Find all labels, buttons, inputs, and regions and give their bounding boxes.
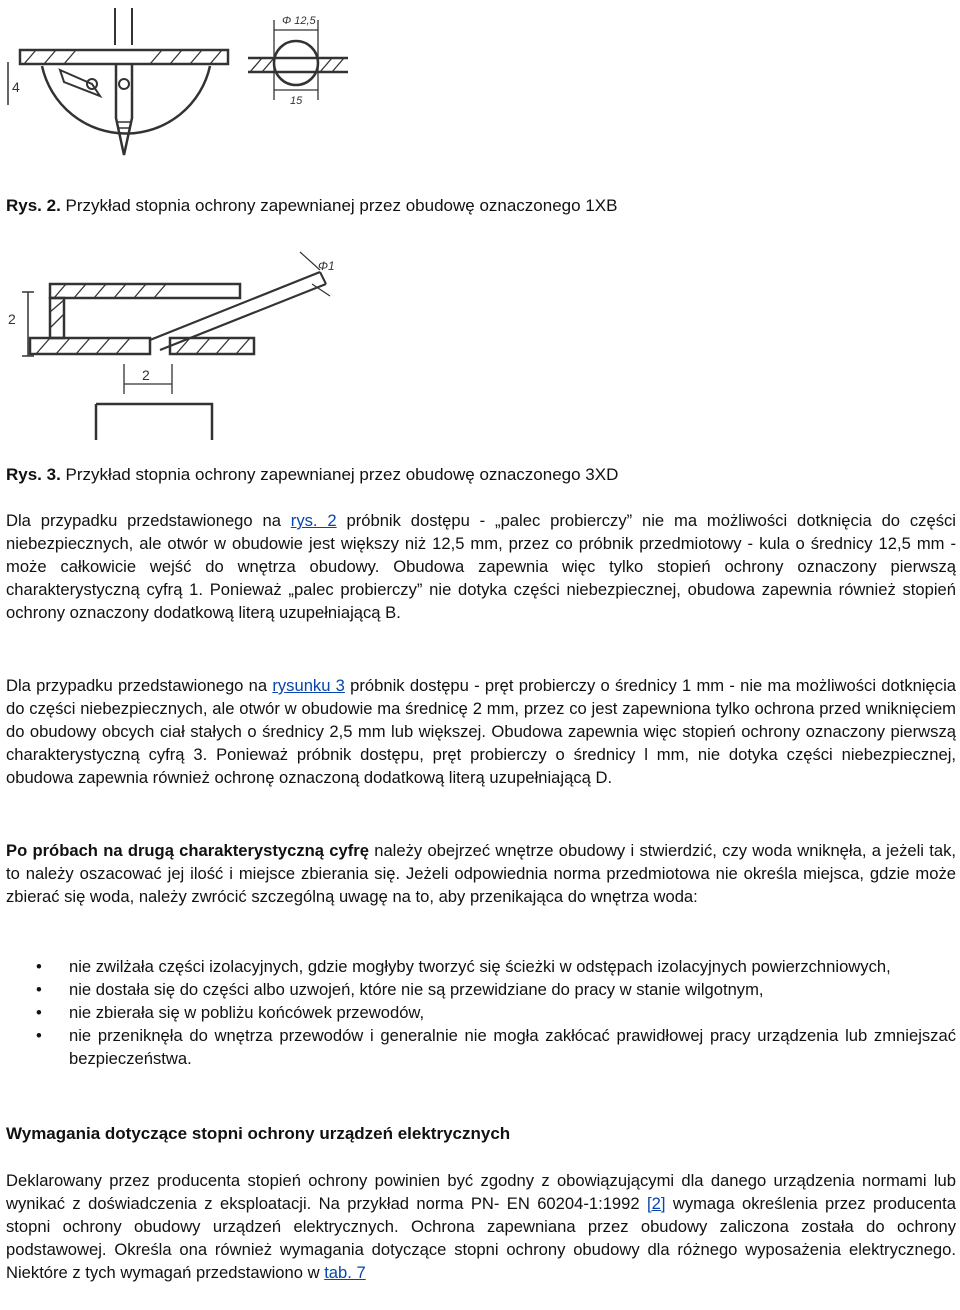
bullet-list [6, 956, 956, 1071]
fig3-dimension-bottom: 2 [142, 367, 150, 383]
figure-3-drawing [0, 244, 360, 440]
list-item-text: nie przeniknęła do wnętrza przewodów i generalnie nie mogła zakłócać prawidłowej pracy urządzenia lub zmniejszać bezpieczeństwa. [69, 1025, 956, 1068]
list-item [6, 1002, 956, 1025]
paragraph-3-text: należy obejrzeć wnętrze obudowy i stwierdzić, czy woda wniknęła, a jeżeli tak, to należy oszacować jej ilość i miejsce zbierania się. Jeżeli odpowiednia norma przedmiotowa nie określa miejsca, gdzie może zbierać się woda, należy zwrócić szczególną uwagę na to, aby przenikająca do wnętrza woda: [6, 841, 957, 906]
list-item [6, 956, 956, 979]
figure-3-caption-label: Rys. 3. [6, 465, 61, 484]
paragraph-1 [6, 510, 956, 625]
paragraph-1-text-b: próbnik dostępu - „palec probierczy” nie ma możliwości dotknięcia do części niebezpiecznych, ale otwór w obudowie jest większy niż 12,5 mm, przez co próbnik przedmiotowy - kula o średnicy 12,5 mm - może całkowicie wejść do wnętrza obudowy. Obudowa zapewnia więc tylko stopień ochrony oznaczony pierwszą charakterystyczną cyfrą 1. Ponieważ „palec probierczy” nie dotyka części niebezpiecznej, obudowa zapewnia również stopień ochrony oznaczony dodatkową literą uzupełniającą B. [6, 511, 956, 622]
link-tab-7[interactable]: tab. 7 [324, 1262, 366, 1282]
bullet-icon: • [36, 957, 42, 976]
list-item-text: nie zwilżała części izolacyjnych, gdzie mogłyby tworzyć się ścieżki w odstępach izolacyjnych powierzchniowych, [69, 957, 891, 976]
paragraph-2-text-a: Dla przypadku przedstawionego na [6, 676, 273, 695]
paragraph-4 [6, 1170, 956, 1285]
fig2-dimension-bottom: 15 [290, 95, 303, 107]
fig2-dimension-left: 4 [12, 79, 20, 95]
bullet-icon: • [36, 1025, 42, 1045]
section-heading: Wymagania dotyczące stopni ochrony urządzeń elektrycznych [6, 1124, 511, 1143]
list-item [6, 1025, 956, 1071]
paragraph-3-bold-lead: Po próbach na drugą charakterystyczną cyfrę [6, 841, 369, 860]
figure-2-caption-label: Rys. 2. [6, 196, 61, 215]
fig3-dimension-left: 2 [8, 311, 16, 327]
link-reference-2[interactable]: [2] [647, 1193, 666, 1213]
paragraph-4-text-b: wymaga określenia przez producenta stopni ochrony obudowy urządzeń elektrycznych. Ochrona zapewniana przez obudowy zaliczona została do ochrony podstawowej. Określa ona również wymagania dotyczące stopni ochrony obudowy dla różnego wyposażenia elektrycznego. Niektóre z tych wymagań przedstawiono w [6, 1193, 956, 1282]
fig2-dimension-top: Φ 12,5 [282, 15, 316, 27]
list-item-text: nie dostała się do części albo uzwojeń, które nie są przewidziane do pracy w stanie wilgotnym, [69, 979, 764, 999]
paragraph-2 [6, 675, 956, 790]
paragraph-3 [6, 840, 956, 909]
bullet-icon: • [36, 979, 42, 999]
paragraph-4-text-a: Deklarowany przez producenta stopień ochrony powinien być zgodny z obowiązującymi dla danego urządzenia normami lub wynikać z doświadczenia z eksploatacji. Na przykład norma PN- EN 60204-1:1992 [6, 1171, 956, 1213]
figure-2-caption [6, 194, 617, 217]
figure-3-caption-text: Przykład stopnia ochrony zapewnianej przez obudowę oznaczonego 3XD [60, 465, 619, 484]
link-rysunku-3[interactable]: rysunku 3 [272, 676, 345, 695]
figure-2-drawing [0, 0, 360, 170]
list-item-text: nie zbierała się w pobliżu końcówek przewodów, [69, 1002, 425, 1022]
link-rys-2[interactable]: rys. 2 [290, 511, 337, 530]
fig3-dimension-diameter: Φ1 [318, 259, 335, 273]
bullet-icon: • [36, 1002, 42, 1022]
figure-2-caption-text: Przykład stopnia ochrony zapewnianej przez obudowę oznaczonego 1XB [60, 196, 618, 215]
list-item [6, 979, 956, 1002]
paragraph-2-text-b: próbnik dostępu - pręt probierczy o średnicy 1 mm - nie ma możliwości dotknięcia do części niebezpiecznych, ale otwór w obudowie ma średnicę 2 mm, przez co jest zapewniona tylko ochrona przed wniknięciem do obudowy obcych ciał stałych o średnicy 2,5 mm lub większej. Obudowa zapewnia więc stopień ochrony oznaczony pierwszą charakterystyczną cyfrą 3. Ponieważ próbnik dostępu, pręt probierczy o średnicy l mm, nie dotyka części niebezpiecznej, obudowa zapewnia również ochronę oznaczoną dodatkową literą uzupełniającą D. [6, 676, 956, 787]
figure-3-caption [6, 463, 618, 486]
paragraph-1-text-a: Dla przypadku przedstawionego na [6, 511, 291, 530]
